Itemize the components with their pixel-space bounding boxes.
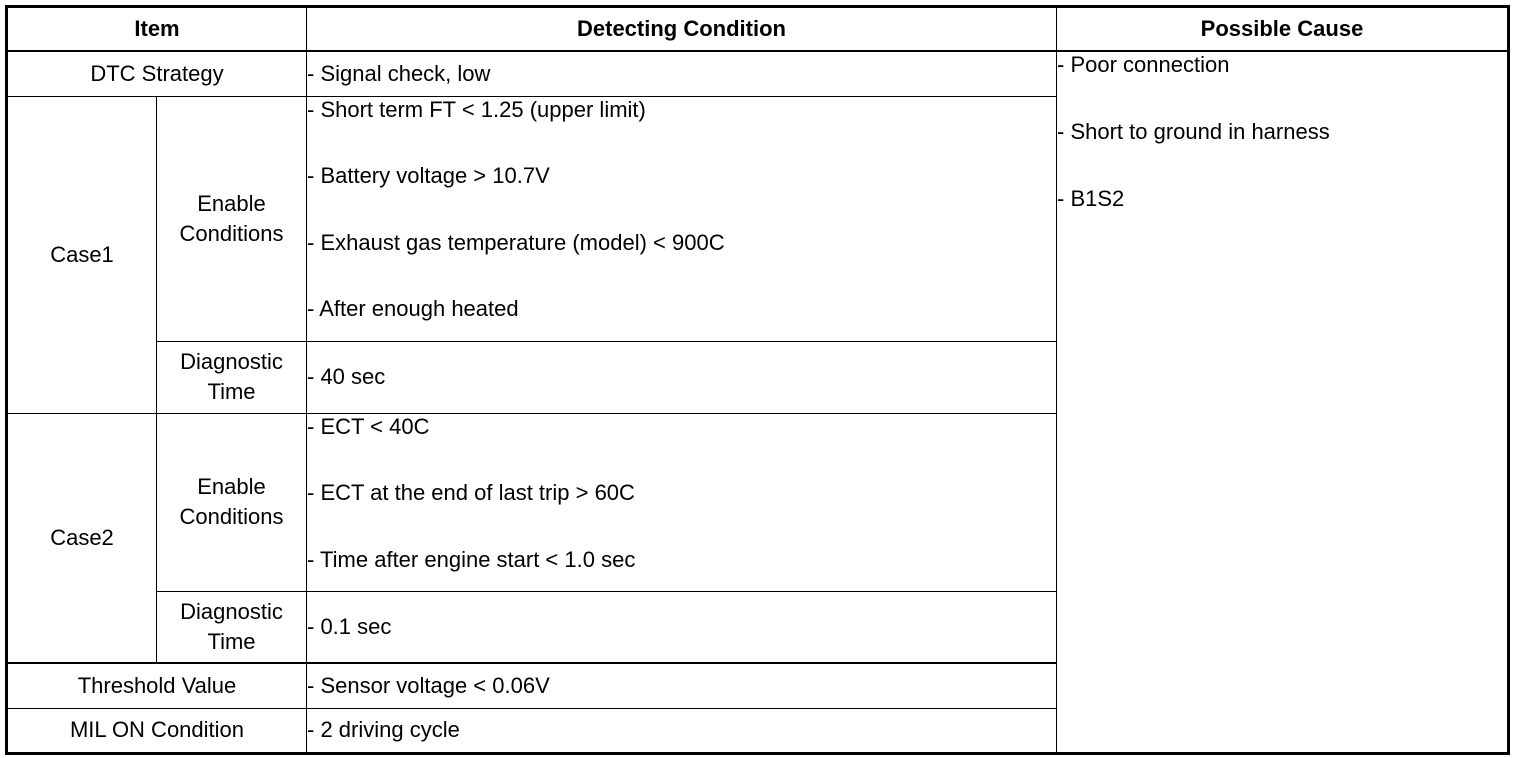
value-threshold: - Sensor voltage < 0.06V [307, 663, 1057, 708]
label-mil-on-condition: MIL ON Condition [7, 708, 307, 753]
case1-diagnostic-time: - 40 sec [307, 341, 1057, 413]
condition-item: - ECT < 40C [307, 413, 430, 439]
condition-item: - Exhaust gas temperature (model) < 900C [307, 229, 725, 255]
label-case1-diagnostic-time: Diagnostic Time [157, 341, 307, 413]
label-threshold-value: Threshold Value [7, 663, 307, 708]
cause-item: - Poor connection [1057, 52, 1230, 77]
label-case1-enable-conditions: Enable Conditions [157, 96, 307, 341]
label-case1: Case1 [7, 96, 157, 413]
condition-item: - ECT at the end of last trip > 60C [307, 480, 635, 505]
label-dtc-strategy: DTC Strategy [7, 51, 307, 96]
case2-diagnostic-time: - 0.1 sec [307, 591, 1057, 663]
condition-item: - After enough heated [307, 296, 519, 321]
case2-enable-conditions [307, 413, 1057, 591]
header-detecting-condition: Detecting Condition [307, 7, 1057, 52]
header-row [7, 7, 1509, 52]
row-dtc-strategy [7, 51, 1509, 96]
cause-item: - B1S2 [1057, 186, 1125, 211]
label-case2-enable-conditions: Enable Conditions [157, 413, 307, 591]
header-item: Item [7, 7, 307, 52]
condition-item: - Battery voltage > 10.7V [307, 163, 550, 188]
condition-item: - Time after engine start < 1.0 sec [307, 546, 636, 572]
condition-item: - Short term FT < 1.25 (upper limit) [307, 96, 646, 122]
header-possible-cause: Possible Cause [1057, 7, 1509, 52]
possible-cause-cell [1057, 51, 1509, 753]
dtc-table [5, 5, 1510, 755]
case1-enable-conditions [307, 96, 1057, 341]
value-mil-on: - 2 driving cycle [307, 708, 1057, 753]
cause-item: - Short to ground in harness [1057, 119, 1330, 144]
value-dtc-strategy: - Signal check, low [307, 51, 1057, 96]
label-case2: Case2 [7, 413, 157, 663]
label-case2-diagnostic-time: Diagnostic Time [157, 591, 307, 663]
